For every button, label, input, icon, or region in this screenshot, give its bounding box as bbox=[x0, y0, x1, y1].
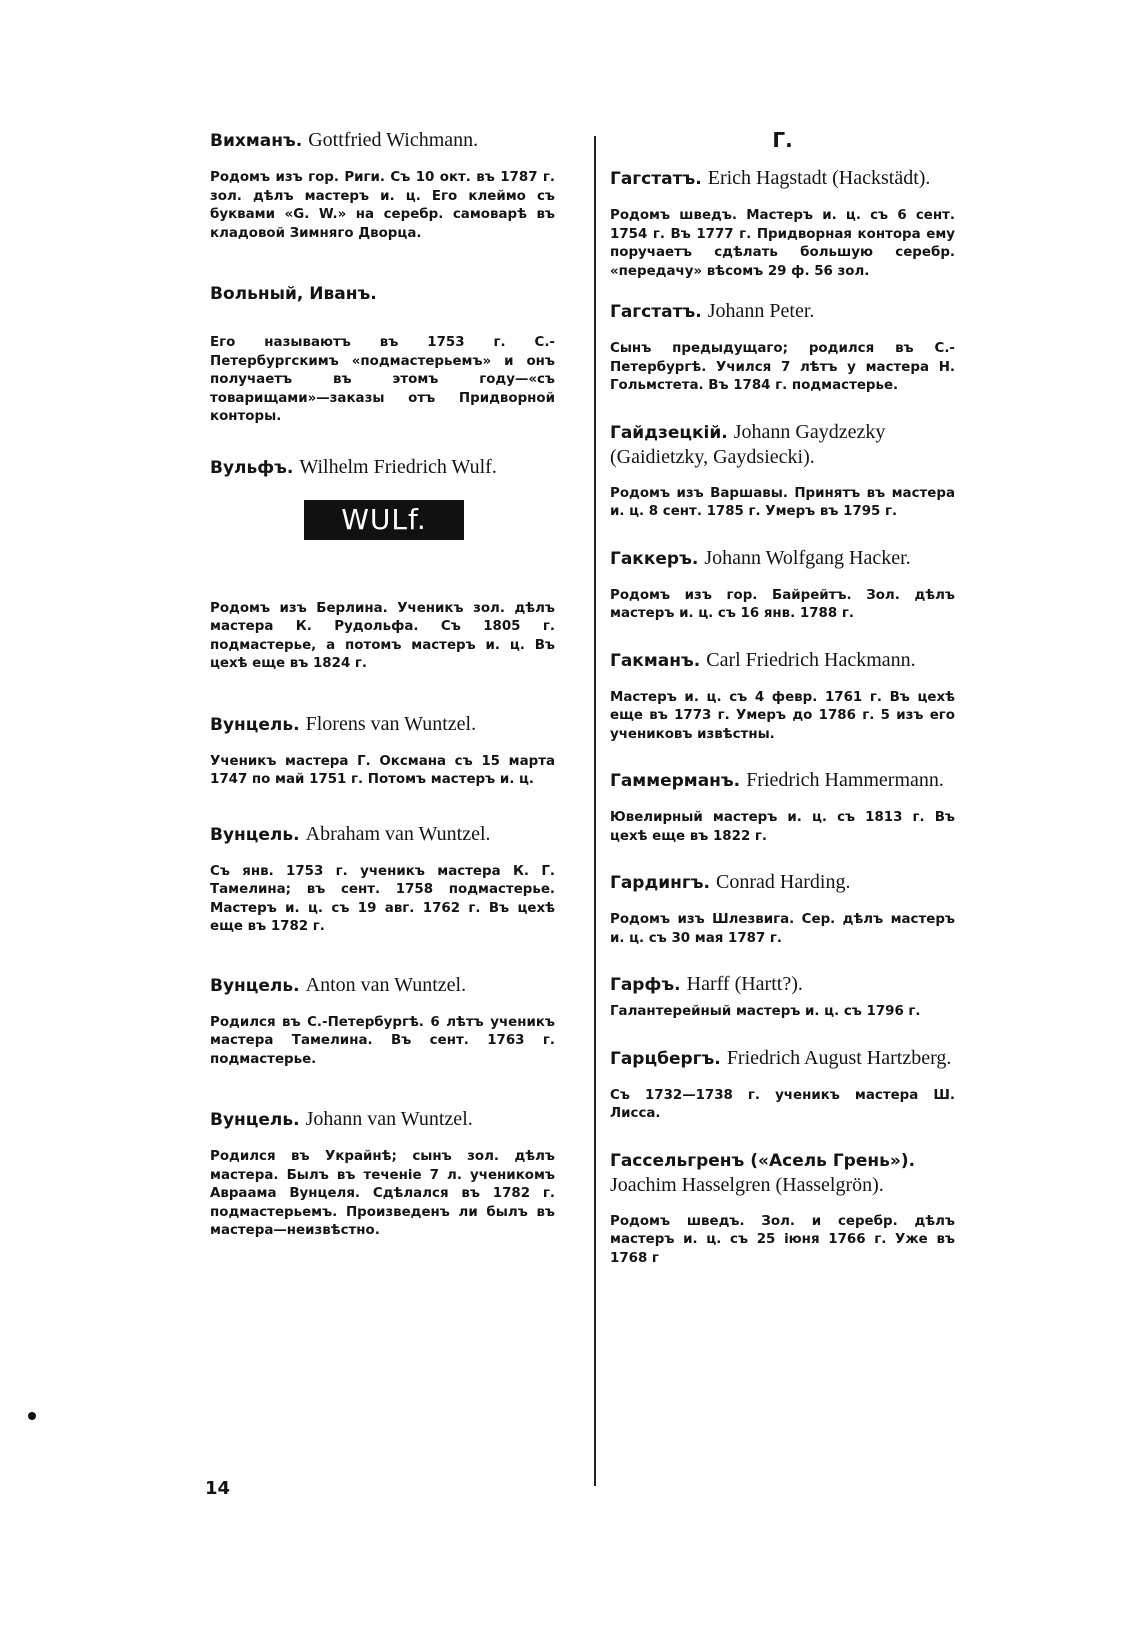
maker-mark-wulf: WULf. bbox=[304, 500, 464, 540]
entry-text: Родомъ изъ гор. Риги. Съ 10 окт. въ 1787 г. зол. дѣлъ мастеръ и. ц. Его клеймо съ буквами «G. W.» на серебр. самоварѣ въ кладовой Зимняго Дворца. bbox=[210, 170, 555, 241]
entry bbox=[210, 1107, 555, 1241]
german-name: Anton van Wuntzel. bbox=[305, 973, 467, 996]
entry-text: Ювелирный мастеръ и. ц. съ 1813 г. Въ цехѣ еще въ 1822 г. bbox=[610, 810, 955, 844]
entry-text: Родомъ шведъ. Мастеръ и. ц. съ 6 сент. 1754 г. Въ 1777 г. Придворная контора ему поручаетъ сдѣлать большую серебр. «передачу» вѣсомъ 29 ф. 56 зол. bbox=[610, 208, 955, 279]
german-name: Erich Hagstadt (Hackstädt). bbox=[707, 167, 931, 189]
russian-name: Вихманъ. bbox=[210, 131, 303, 151]
entry bbox=[210, 600, 555, 674]
entry-heading bbox=[610, 972, 955, 997]
entry-heading bbox=[610, 1148, 955, 1197]
german-name: Joachim Hasselgren (Hasselgrön). bbox=[610, 1173, 884, 1196]
entry-heading bbox=[210, 281, 555, 306]
entry-heading bbox=[610, 420, 955, 469]
entry-text: Родомъ изъ Берлина. Ученикъ зол. дѣлъ мастера К. Рудольфа. Съ 1805 г. подмастерье, а потомъ мастеръ и. ц. Въ цехѣ еще въ 1824 г. bbox=[210, 600, 555, 671]
german-name: Abraham van Wuntzel. bbox=[305, 822, 491, 845]
german-name: Conrad Harding. bbox=[716, 871, 851, 893]
german-name: Carl Friedrich Hackmann. bbox=[706, 648, 916, 671]
german-name: Johann Wolfgang Hacker. bbox=[704, 546, 911, 569]
russian-name: Вольный, Иванъ. bbox=[210, 284, 377, 304]
entry-heading bbox=[610, 299, 955, 324]
page-number: 14 bbox=[205, 1478, 231, 1499]
russian-name: Гайдзецкій. bbox=[610, 422, 728, 443]
right-column bbox=[610, 128, 955, 1268]
scan-speck bbox=[28, 1412, 36, 1420]
german-name: Gottfried Wichmann. bbox=[308, 129, 479, 151]
russian-name: Гарфъ. bbox=[610, 975, 681, 995]
entry bbox=[210, 712, 555, 790]
russian-name: Гардингъ. bbox=[610, 873, 710, 893]
russian-name: Гагстатъ. bbox=[610, 169, 702, 189]
russian-name: Вунцель. bbox=[210, 714, 300, 735]
entry-text: Родился въ С.-Петербургѣ. 6 лѣтъ ученикъ мастера Тамелина. Въ сент. 1763 г. подмастерье. bbox=[210, 1014, 555, 1067]
russian-name: Вульфъ. bbox=[210, 457, 294, 478]
entry bbox=[210, 281, 555, 427]
entry-heading bbox=[610, 166, 955, 191]
entry-heading bbox=[210, 712, 555, 737]
entry-heading bbox=[610, 768, 955, 793]
entry-text: Родомъ изъ гор. Байрейтъ. Зол. дѣлъ мастеръ и. ц. съ 16 янв. 1788 г. bbox=[610, 587, 955, 621]
entry-text: Родомъ изъ Шлезвига. Сер. дѣлъ мастеръ и. ц. съ 30 мая 1787 г. bbox=[610, 912, 955, 946]
entry-text: Сынъ предыдущаго; родился въ С.-Петербургѣ. Учился 7 лѣтъ у мастера Н. Гольмстета. Въ 1784 г. подмастерье. bbox=[610, 341, 955, 393]
entry bbox=[610, 870, 955, 948]
entry-text: Родомъ изъ Варшавы. Принятъ въ мастера и. ц. 8 сент. 1785 г. Умеръ въ 1795 г. bbox=[610, 485, 955, 519]
column-divider bbox=[594, 136, 596, 1486]
entry bbox=[210, 973, 555, 1070]
entry-heading bbox=[210, 973, 555, 998]
entry bbox=[610, 648, 955, 745]
entry bbox=[610, 299, 955, 396]
entry bbox=[210, 455, 555, 480]
entry-text: Его называютъ въ 1753 г. С.-Петербургскимъ «подмастерьемъ» и онъ получаетъ въ этомъ году—«съ товарищами»—заказы отъ Придворной конторы. bbox=[210, 335, 555, 424]
entry bbox=[610, 420, 955, 522]
entry-heading bbox=[610, 648, 955, 673]
entry-text: Галантерейный мастеръ и. ц. съ 1796 г. bbox=[610, 1004, 921, 1019]
german-name: Friedrich August Hartzberg. bbox=[726, 1046, 952, 1069]
german-name: Johann van Wuntzel. bbox=[305, 1108, 473, 1130]
entry bbox=[610, 166, 955, 281]
russian-name: Гагстатъ. bbox=[610, 302, 702, 322]
russian-name: Гаккеръ. bbox=[610, 548, 699, 569]
german-name: Florens van Wuntzel. bbox=[305, 712, 477, 735]
russian-name: Гассельгренъ («Асель Грень»). bbox=[610, 1150, 916, 1171]
german-name: Johann Peter. bbox=[707, 300, 815, 322]
entry bbox=[210, 822, 555, 937]
entry bbox=[610, 768, 955, 846]
german-name: Wilhelm Friedrich Wulf. bbox=[299, 455, 497, 478]
russian-name: Гаммерманъ. bbox=[610, 771, 741, 791]
entry-heading bbox=[610, 1046, 955, 1071]
entry-text: Родомъ шведъ. Зол. и серебр. дѣлъ мастеръ и. ц. съ 25 іюня 1766 г. Уже въ 1768 г bbox=[610, 1213, 955, 1266]
entry-heading bbox=[210, 128, 555, 153]
german-name: Friedrich Hammermann. bbox=[746, 769, 944, 791]
entry-text: Съ янв. 1753 г. ученикъ мастера К. Г. Тамелина; въ сент. 1758 подмастерье. Мастеръ и. ц. съ 19 авг. 1762 г. Въ цехѣ еще въ 1782 г. bbox=[210, 863, 555, 934]
left-column bbox=[210, 128, 555, 1241]
german-name: Johann Gaydzezky (Gaidietzky, Gaydsiecki). bbox=[610, 420, 886, 468]
entry-text: Ученикъ мастера Г. Оксмана съ 15 марта 1747 по май 1751 г. Потомъ мастеръ и. ц. bbox=[210, 753, 555, 787]
russian-name: Вунцель. bbox=[210, 824, 300, 845]
entry-text: Родился въ Украйнѣ; сынъ зол. дѣлъ мастера. Былъ въ теченіе 7 л. ученикомъ Авраама Вунцеля. Сдѣлался въ 1782 г. подмастерьемъ. Произведенъ ли былъ въ мастера—неизвѣстно. bbox=[210, 1149, 555, 1238]
entry-heading bbox=[210, 822, 555, 847]
russian-name: Вунцель. bbox=[210, 975, 300, 996]
russian-name: Вунцель. bbox=[210, 1110, 300, 1130]
entry bbox=[610, 972, 955, 1022]
german-name: Harff (Hartt?). bbox=[686, 973, 803, 995]
entry-heading bbox=[210, 455, 555, 480]
russian-name: Гарцбергъ. bbox=[610, 1048, 721, 1069]
entry-text: Мастеръ и. ц. съ 4 февр. 1761 г. Въ цехѣ еще въ 1773 г. Умеръ до 1786 г. 5 изъ его учениковъ извѣстны. bbox=[610, 689, 955, 742]
entry bbox=[610, 1148, 955, 1269]
entry bbox=[610, 546, 955, 624]
russian-name: Гакманъ. bbox=[610, 650, 701, 671]
entry bbox=[610, 1046, 955, 1124]
entry-heading bbox=[610, 870, 955, 895]
section-letter: Г. bbox=[772, 128, 793, 152]
entry-heading bbox=[610, 546, 955, 571]
entry bbox=[210, 128, 555, 243]
entry-heading bbox=[210, 1107, 555, 1132]
entry-text: Съ 1732—1738 г. ученикъ мастера Ш. Лисса. bbox=[610, 1087, 955, 1121]
